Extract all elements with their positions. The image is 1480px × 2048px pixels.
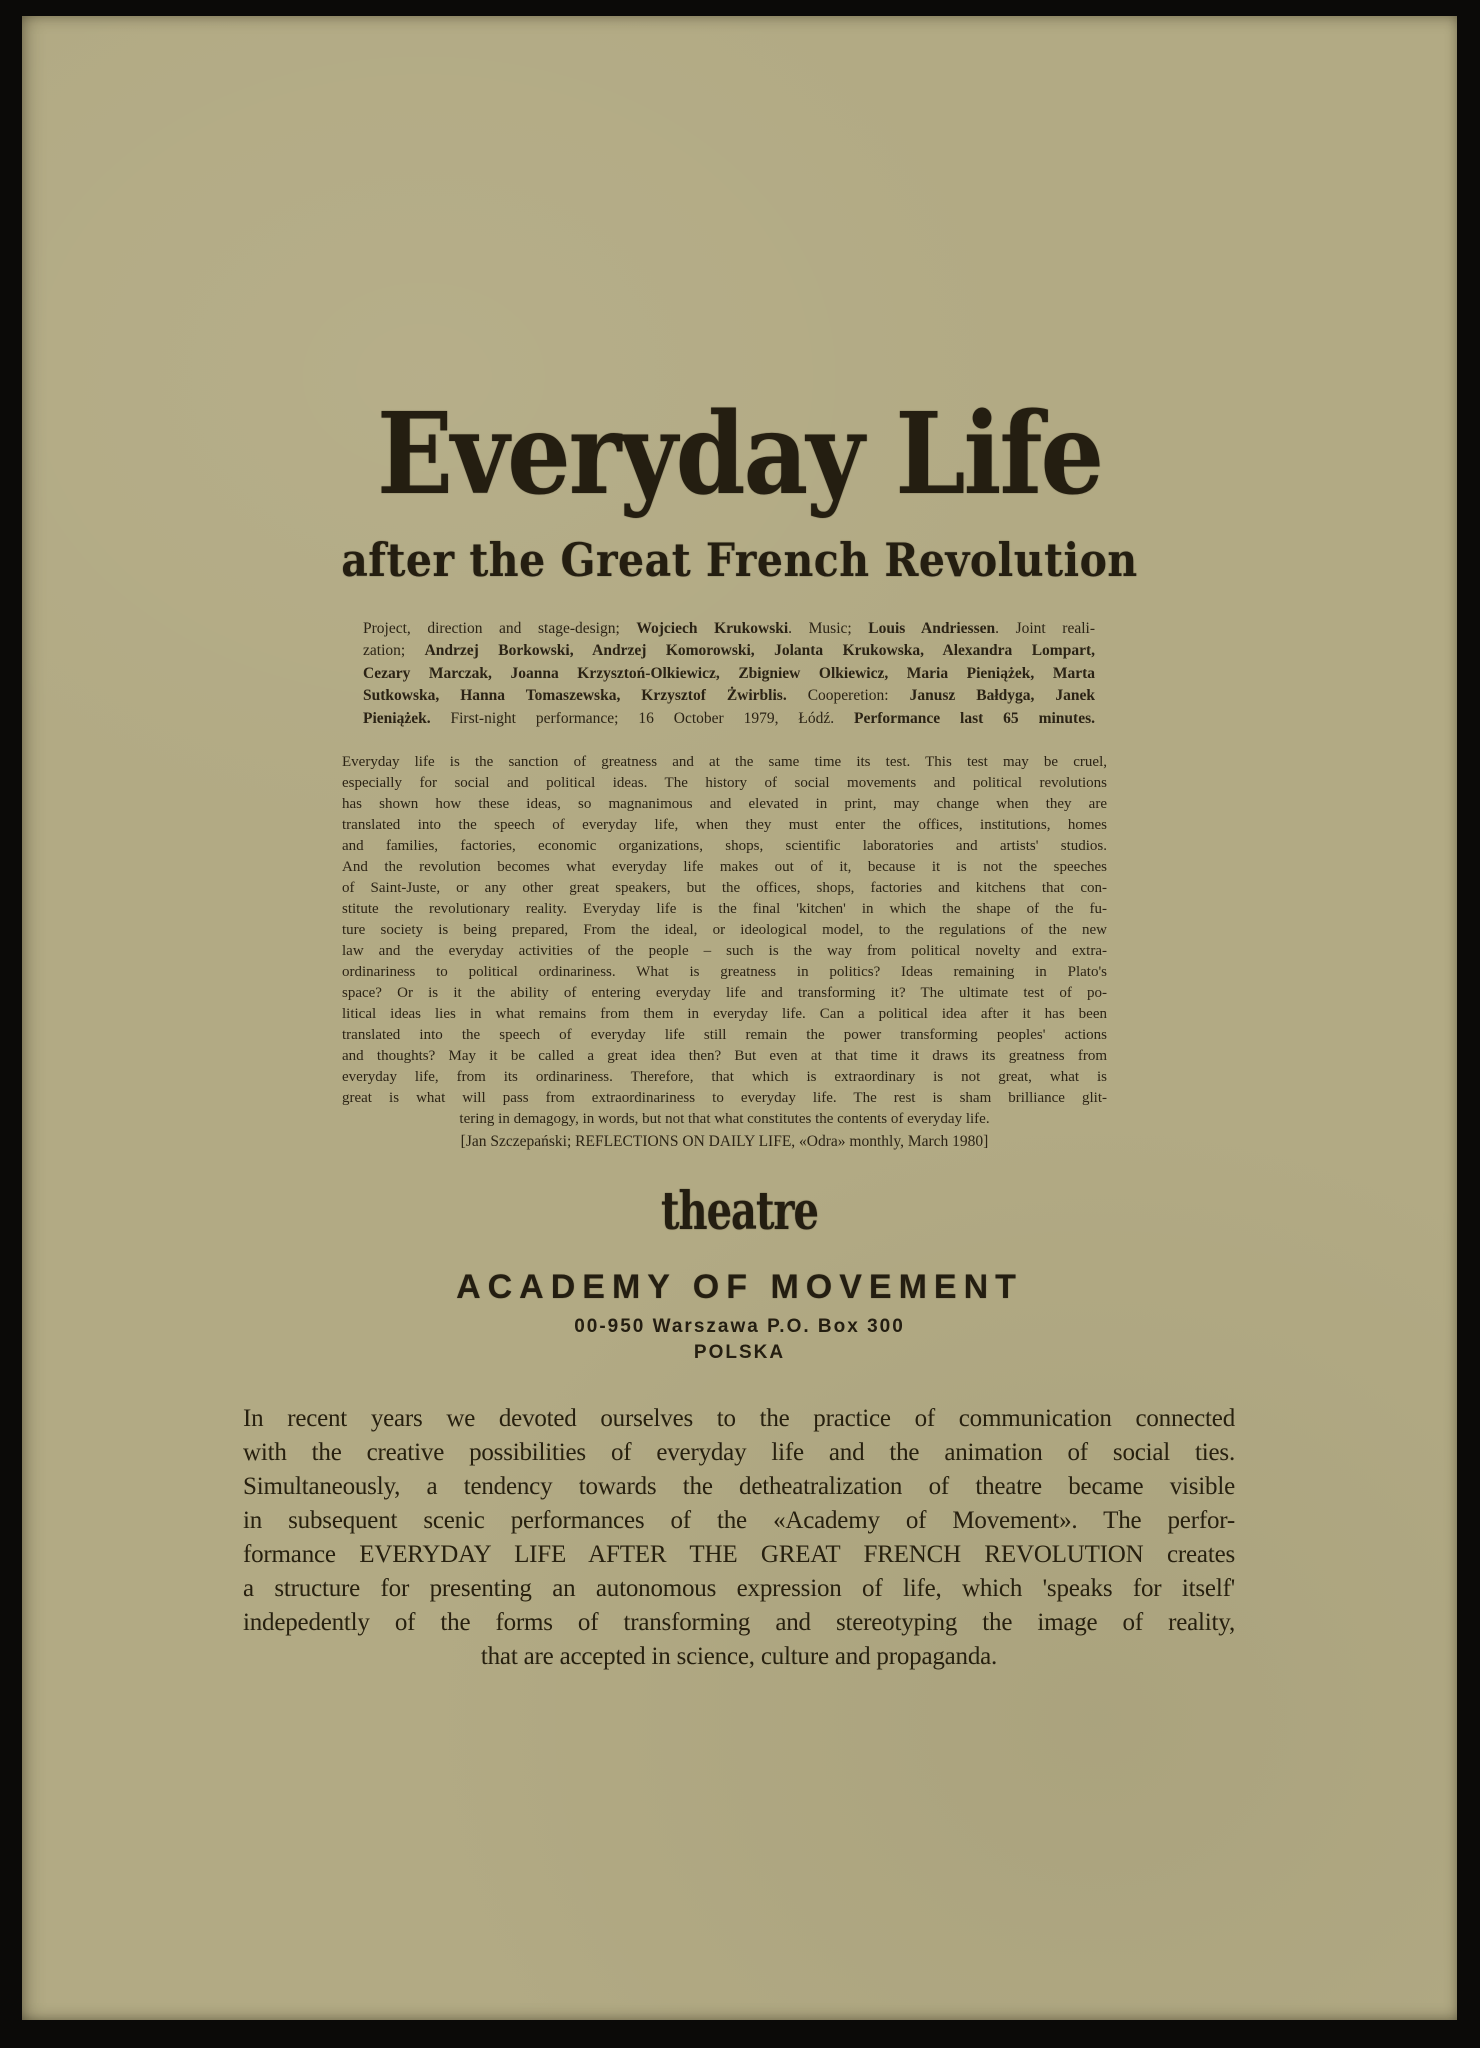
poster-title: Everyday Life bbox=[376, 387, 1103, 521]
essay-citation: [Jan Szczepański; REFLECTIONS ON DAILY LIFE, «Odra» monthly, March 1980] bbox=[460, 1133, 989, 1150]
text-line: in subsequent scenic performances of the «Academy of Movement». The perfor- bbox=[243, 1507, 1235, 1534]
text-line: ture society is being prepared, From the ideal, or ideological model, to the regulations of the new bbox=[342, 922, 1107, 938]
credit-text: First-night performance; 16 October 1979, Łódź. bbox=[430, 709, 855, 727]
credit-text: . Music; bbox=[788, 620, 869, 637]
text-line: and families, factories, economic organizations, shops, scientific laboratories and artists' studios. bbox=[342, 838, 1107, 854]
text-line: translated into the speech of everyday life, when they must enter the offices, institutions, homes bbox=[342, 817, 1107, 833]
section-heading-theatre: theatre bbox=[661, 1180, 818, 1242]
credit-text: . Joint reali- bbox=[995, 620, 1096, 637]
text-line bbox=[363, 640, 1095, 662]
text-line bbox=[363, 663, 1095, 685]
credit-name: Performance last 65 minutes. bbox=[854, 709, 1095, 727]
company-address: 00-950 Warszawa P.O. Box 300 bbox=[574, 1316, 905, 1337]
credit-name: Janusz Bałdyga, Janek bbox=[909, 687, 1095, 705]
essay-paragraph bbox=[342, 752, 1107, 1130]
text-line: of Saint-Juste, or any other great speakers, but the offices, shops, factories and kitchens that con- bbox=[342, 880, 1107, 896]
text-line: a structure for presenting an autonomous expression of life, which 'speaks for itself' bbox=[243, 1575, 1235, 1602]
credit-text: Cooperetion: bbox=[786, 687, 910, 705]
text-line bbox=[363, 685, 1095, 707]
credits-paragraph bbox=[363, 618, 1095, 730]
text-line: tering in demagogy, in words, but not that what constitutes the contents of everyday life. bbox=[459, 1111, 990, 1127]
poster-subtitle: after the Great French Revolution bbox=[341, 533, 1138, 588]
text-line: Simultaneously, a tendency towards the detheatralization of theatre became visible bbox=[243, 1473, 1235, 1500]
text-line: formance EVERYDAY LIFE AFTER THE GREAT FRENCH REVOLUTION creates bbox=[243, 1541, 1235, 1568]
text-line bbox=[363, 708, 1095, 730]
poster-paper bbox=[22, 16, 1457, 2020]
credit-text: Project, direction and stage-design; bbox=[363, 620, 637, 637]
text-line: litical ideas lies in what remains from them in everyday life. Can a political idea after it has been bbox=[342, 1006, 1107, 1022]
text-line: stitute the revolutionary reality. Everyday life is the final 'kitchen' in which the shape of the fu- bbox=[342, 901, 1107, 917]
credit-name: Sutkowska, Hanna Tomaszewska, Krzysztof Żwirblis. bbox=[363, 687, 787, 705]
text-line: great is what will pass from extraordinariness to everyday life. The rest is sham brilliance glit- bbox=[342, 1090, 1107, 1106]
credit-name: Louis Andriessen bbox=[868, 620, 996, 637]
credit-name: Cezary Marczak, Joanna Krzysztoń-Olkiewicz, Zbigniew Olkiewicz, Maria Pieniążek, Marta bbox=[363, 664, 1095, 682]
credit-name: Pieniążek. bbox=[363, 709, 431, 727]
text-line: that are accepted in science, culture and propaganda. bbox=[480, 1643, 998, 1670]
company-name: ACADEMY OF MOVEMENT bbox=[456, 1268, 1023, 1306]
text-line: Everyday life is the sanction of greatness and at the same time its test. This test may be cruel, bbox=[342, 754, 1107, 770]
text-line: space? Or is it the ability of entering everyday life and transforming it? The ultimate test of po- bbox=[342, 985, 1107, 1001]
credit-name: Wojciech Krukowski bbox=[636, 620, 789, 637]
text-line: has shown how these ideas, so magnanimous and elevated in print, may change when they are bbox=[342, 796, 1107, 812]
text-line: ordinariness to political ordinariness. What is greatness in politics? Ideas remaining in Plato's bbox=[342, 964, 1107, 980]
text-line: everyday life, from its ordinariness. Therefore, that which is extraordinary is not great, what is bbox=[342, 1069, 1107, 1085]
text-line bbox=[363, 618, 1095, 640]
text-line: In recent years we devoted ourselves to the practice of communication connected bbox=[243, 1405, 1235, 1432]
text-line: And the revolution becomes what everyday life makes out of it, because it is not the speeches bbox=[342, 859, 1107, 875]
text-line: and thoughts? May it be called a great idea then? But even at that time it draws its greatness from bbox=[342, 1048, 1107, 1064]
text-line: translated into the speech of everyday life still remain the power transforming peoples' actions bbox=[342, 1027, 1107, 1043]
company-country: POLSKA bbox=[693, 1342, 786, 1363]
credit-name: Andrzej Borkowski, Andrzej Komorowski, Jolanta Krukowska, Alexandra Lompart, bbox=[424, 642, 1095, 660]
text-line: especially for social and political ideas. The history of social movements and political revolutions bbox=[342, 775, 1107, 791]
statement-paragraph bbox=[243, 1402, 1235, 1674]
text-line: indepedently of the forms of transforming and stereotyping the image of reality, bbox=[243, 1609, 1235, 1636]
credit-text: zation; bbox=[363, 642, 425, 660]
text-line: law and the everyday activities of the people – such is the way from political novelty and extra- bbox=[342, 943, 1107, 959]
text-line: with the creative possibilities of everyday life and the animation of social ties. bbox=[243, 1439, 1235, 1466]
